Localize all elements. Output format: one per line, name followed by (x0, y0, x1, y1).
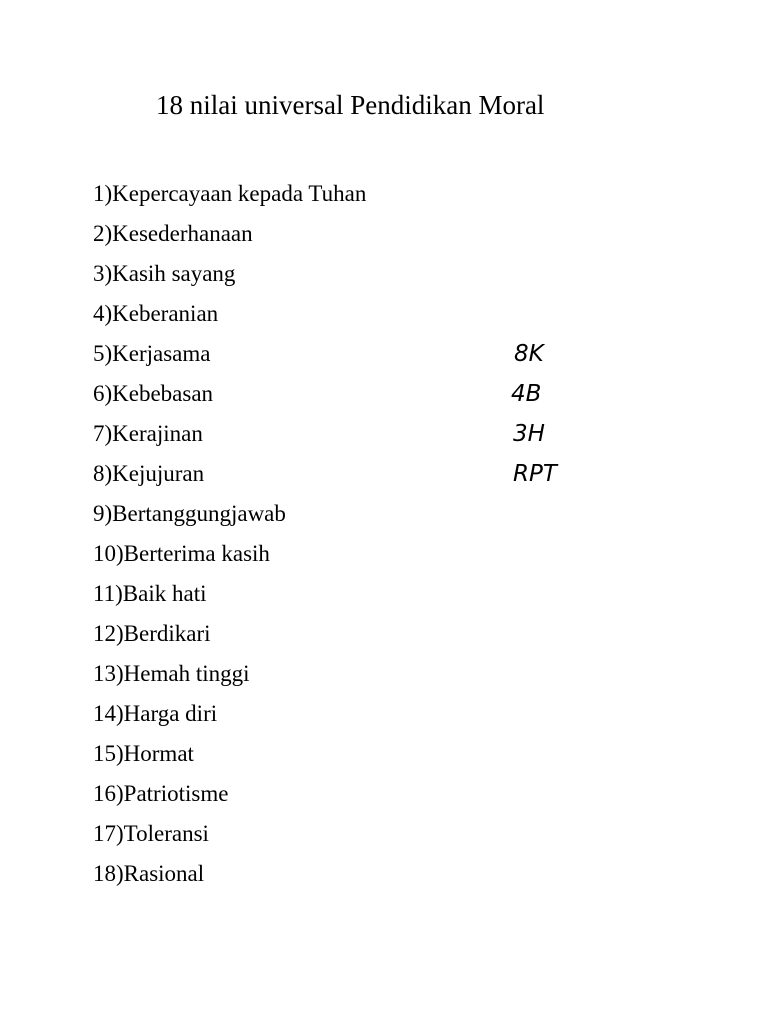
document-title: 18 nilai universal Pendidikan Moral (156, 90, 545, 120)
list-item: 8)Kejujuran (93, 461, 205, 486)
mnemonic-codes (511, 334, 557, 494)
list-item: 17)Toleransi (93, 821, 209, 846)
code-label: 4B (511, 381, 542, 407)
code-label: 8K (514, 341, 544, 367)
list-item: 1)Kepercayaan kepada Tuhan (93, 181, 367, 206)
list-item: 2)Kesederhanaan (93, 221, 253, 246)
list-item: 15)Hormat (93, 741, 194, 766)
list-item: 4)Keberanian (93, 301, 219, 326)
list-item: 6)Kebebasan (93, 381, 214, 406)
list-item: 5)Kerjasama (93, 341, 211, 366)
list-item: 3)Kasih sayang (93, 261, 236, 286)
list-item: 13)Hemah tinggi (93, 661, 250, 686)
code-label: 3H (513, 421, 545, 447)
list-item: 11)Baik hati (93, 581, 207, 606)
list-item: 16)Patriotisme (93, 781, 229, 806)
list-item: 10)Berterima kasih (93, 541, 270, 566)
list-item: 18)Rasional (93, 861, 205, 886)
list-item: 9)Bertanggungjawab (93, 501, 286, 526)
list-item: 12)Berdikari (93, 621, 211, 646)
values-list (93, 174, 366, 894)
list-item: 7)Kerajinan (93, 421, 203, 446)
list-item: 14)Harga diri (93, 701, 218, 726)
code-label: RPT (513, 461, 557, 487)
